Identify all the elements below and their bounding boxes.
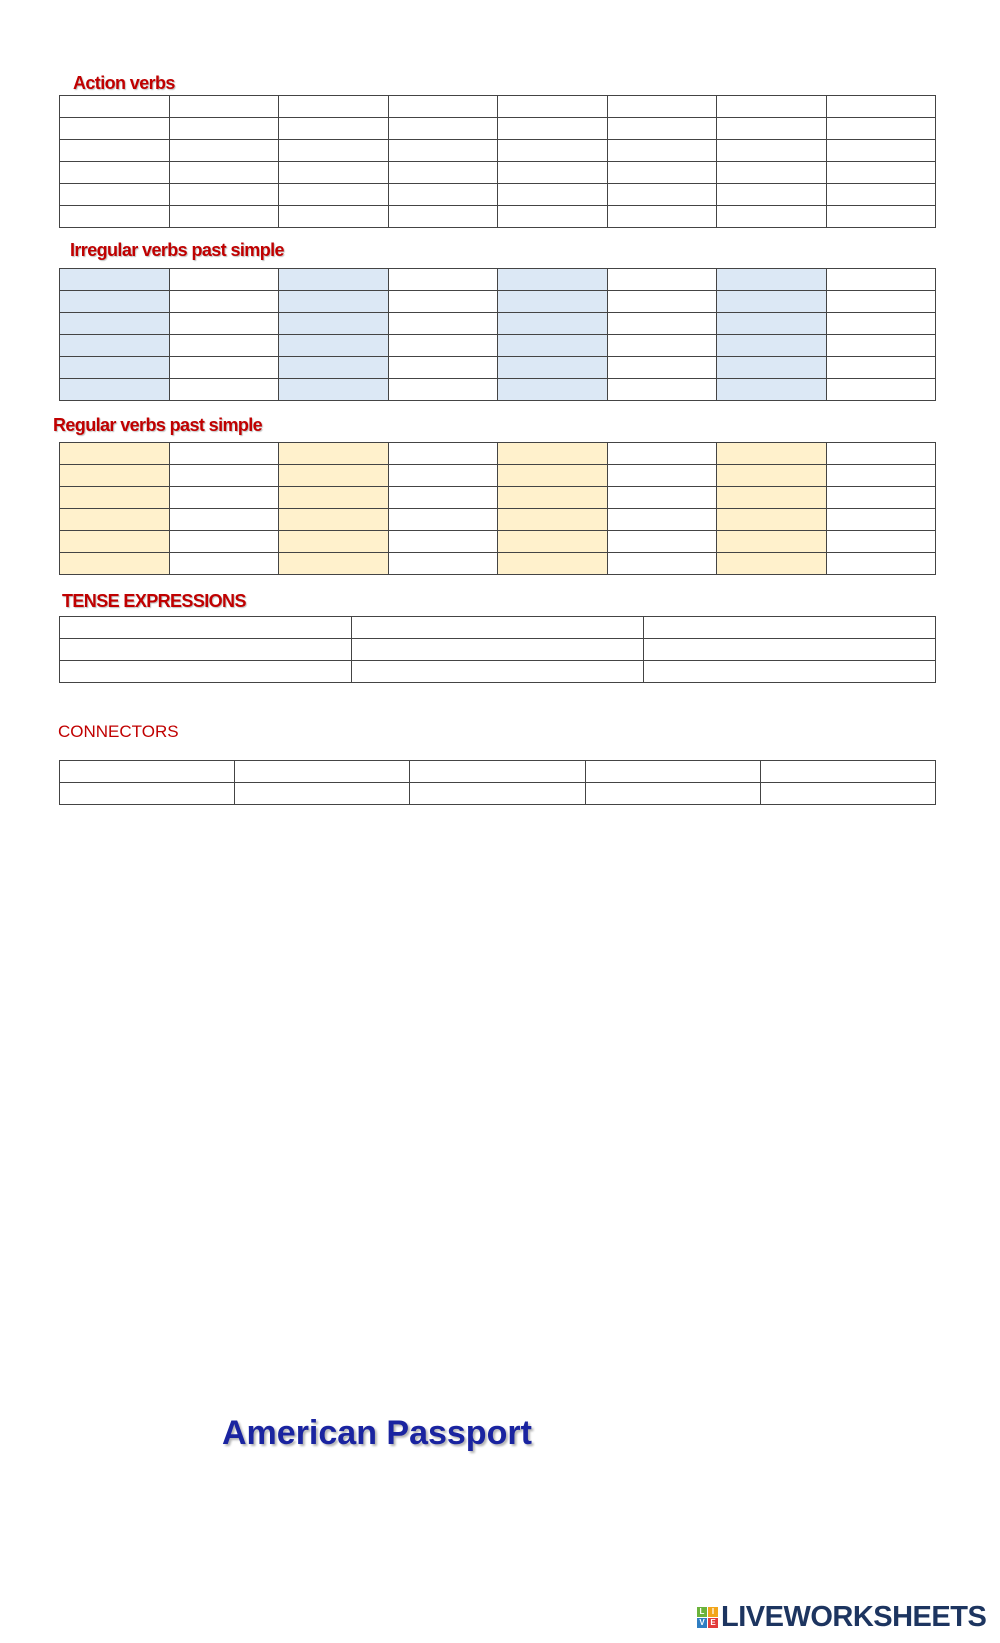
answer-cell[interactable]	[717, 357, 827, 379]
answer-cell[interactable]	[169, 291, 279, 313]
answer-cell[interactable]	[498, 140, 608, 162]
table-row	[60, 509, 936, 531]
action-verbs-table	[59, 95, 936, 228]
answer-cell[interactable]	[498, 487, 608, 509]
answer-cell[interactable]	[60, 162, 170, 184]
answer-cell[interactable]	[826, 553, 936, 575]
answer-cell[interactable]	[410, 761, 585, 783]
answer-cell[interactable]	[498, 96, 608, 118]
answer-cell[interactable]	[60, 118, 170, 140]
table-row	[60, 465, 936, 487]
answer-cell[interactable]	[498, 335, 608, 357]
answer-cell[interactable]	[388, 379, 498, 401]
answer-cell[interactable]	[826, 291, 936, 313]
answer-cell[interactable]	[498, 531, 608, 553]
answer-cell[interactable]	[279, 184, 389, 206]
answer-cell[interactable]	[279, 379, 389, 401]
table-row	[60, 639, 936, 661]
answer-cell[interactable]	[607, 335, 717, 357]
table-row	[60, 96, 936, 118]
answer-cell[interactable]	[279, 269, 389, 291]
answer-cell[interactable]	[717, 509, 827, 531]
table-row	[60, 443, 936, 465]
answer-cell[interactable]	[717, 206, 827, 228]
table-row	[60, 357, 936, 379]
regular-verbs-heading: Regular verbs past simple	[53, 415, 263, 435]
answer-cell[interactable]	[60, 443, 170, 465]
answer-cell[interactable]	[169, 465, 279, 487]
answer-cell[interactable]	[60, 206, 170, 228]
answer-cell[interactable]	[826, 162, 936, 184]
answer-cell[interactable]	[169, 553, 279, 575]
answer-cell[interactable]	[760, 783, 935, 805]
answer-cell[interactable]	[498, 184, 608, 206]
answer-cell[interactable]	[717, 465, 827, 487]
answer-cell[interactable]	[279, 96, 389, 118]
answer-cell[interactable]	[826, 269, 936, 291]
answer-cell[interactable]	[717, 313, 827, 335]
answer-cell[interactable]	[388, 269, 498, 291]
answer-cell[interactable]	[169, 269, 279, 291]
answer-cell[interactable]	[279, 118, 389, 140]
answer-cell[interactable]	[60, 783, 235, 805]
answer-cell[interactable]	[60, 531, 170, 553]
answer-cell[interactable]	[279, 140, 389, 162]
answer-cell[interactable]	[169, 335, 279, 357]
answer-cell[interactable]	[388, 335, 498, 357]
answer-cell[interactable]	[388, 162, 498, 184]
answer-cell[interactable]	[607, 162, 717, 184]
answer-cell[interactable]	[717, 553, 827, 575]
answer-cell[interactable]	[498, 162, 608, 184]
answer-cell[interactable]	[498, 206, 608, 228]
table-row	[60, 162, 936, 184]
table-row	[60, 379, 936, 401]
answer-cell[interactable]	[410, 783, 585, 805]
answer-cell[interactable]	[388, 553, 498, 575]
answer-cell[interactable]	[169, 313, 279, 335]
answer-cell[interactable]	[169, 509, 279, 531]
answer-cell[interactable]	[60, 313, 170, 335]
irregular-verbs-table	[59, 268, 936, 401]
answer-cell[interactable]	[717, 162, 827, 184]
answer-cell[interactable]	[826, 465, 936, 487]
answer-cell[interactable]	[388, 443, 498, 465]
answer-cell[interactable]	[607, 206, 717, 228]
answer-cell[interactable]	[826, 140, 936, 162]
answer-cell[interactable]	[279, 465, 389, 487]
answer-cell[interactable]	[388, 140, 498, 162]
table-row	[60, 291, 936, 313]
answer-cell[interactable]	[498, 291, 608, 313]
answer-cell[interactable]	[388, 184, 498, 206]
answer-cell[interactable]	[169, 379, 279, 401]
table-row	[60, 761, 936, 783]
answer-cell[interactable]	[717, 184, 827, 206]
answer-cell[interactable]	[826, 443, 936, 465]
table-row	[60, 140, 936, 162]
answer-cell[interactable]	[279, 509, 389, 531]
answer-cell[interactable]	[169, 357, 279, 379]
brand-name: LIVEWORKSHEETS	[721, 1600, 987, 1633]
answer-cell[interactable]	[60, 617, 352, 639]
answer-cell[interactable]	[826, 118, 936, 140]
answer-cell[interactable]	[607, 118, 717, 140]
action-verbs-heading: Action verbs	[73, 73, 175, 93]
answer-cell[interactable]	[60, 553, 170, 575]
answer-cell[interactable]	[60, 379, 170, 401]
answer-cell[interactable]	[388, 357, 498, 379]
answer-cell[interactable]	[352, 661, 644, 683]
answer-cell[interactable]	[498, 313, 608, 335]
tense-expressions-table	[59, 616, 936, 683]
answer-cell[interactable]	[607, 509, 717, 531]
answer-cell[interactable]	[60, 269, 170, 291]
answer-cell[interactable]	[169, 531, 279, 553]
tense-expressions-heading: TENSE EXPRESSIONS	[62, 591, 246, 611]
table-row	[60, 531, 936, 553]
answer-cell[interactable]	[60, 509, 170, 531]
answer-cell[interactable]	[60, 140, 170, 162]
liveworksheets-brand	[697, 1600, 986, 1634]
table-row	[60, 335, 936, 357]
answer-cell[interactable]	[644, 617, 936, 639]
answer-cell[interactable]	[388, 487, 498, 509]
answer-cell[interactable]	[607, 487, 717, 509]
table-row	[60, 118, 936, 140]
answer-cell[interactable]	[60, 335, 170, 357]
answer-cell[interactable]	[607, 465, 717, 487]
answer-cell[interactable]	[352, 617, 644, 639]
liveworksheets-logo-icon: L I V E	[697, 1607, 718, 1628]
answer-cell[interactable]	[279, 531, 389, 553]
answer-cell[interactable]	[60, 761, 235, 783]
answer-cell[interactable]	[826, 357, 936, 379]
answer-cell[interactable]	[60, 184, 170, 206]
table-row	[60, 553, 936, 575]
answer-cell[interactable]	[717, 487, 827, 509]
answer-cell[interactable]	[644, 639, 936, 661]
answer-cell[interactable]	[760, 761, 935, 783]
answer-cell[interactable]	[826, 335, 936, 357]
answer-cell[interactable]	[826, 487, 936, 509]
answer-cell[interactable]	[826, 206, 936, 228]
answer-cell[interactable]	[607, 443, 717, 465]
table-row	[60, 617, 936, 639]
table-row	[60, 487, 936, 509]
answer-cell[interactable]	[498, 357, 608, 379]
answer-cell[interactable]	[279, 443, 389, 465]
answer-cell[interactable]	[60, 487, 170, 509]
answer-cell[interactable]	[607, 531, 717, 553]
answer-cell[interactable]	[388, 96, 498, 118]
table-row	[60, 783, 936, 805]
answer-cell[interactable]	[717, 140, 827, 162]
answer-cell[interactable]	[585, 761, 760, 783]
table-row	[60, 206, 936, 228]
answer-cell[interactable]	[60, 639, 352, 661]
answer-cell[interactable]	[60, 96, 170, 118]
answer-cell[interactable]	[60, 291, 170, 313]
answer-cell[interactable]	[498, 379, 608, 401]
answer-cell[interactable]	[169, 206, 279, 228]
answer-cell[interactable]	[585, 783, 760, 805]
table-row	[60, 269, 936, 291]
table-row	[60, 313, 936, 335]
answer-cell[interactable]	[717, 96, 827, 118]
answer-cell[interactable]	[279, 357, 389, 379]
answer-cell[interactable]	[607, 313, 717, 335]
answer-cell[interactable]	[279, 313, 389, 335]
answer-cell[interactable]	[826, 509, 936, 531]
regular-verbs-table	[59, 442, 936, 575]
answer-cell[interactable]	[498, 553, 608, 575]
irregular-verbs-heading: Irregular verbs past simple	[70, 240, 284, 260]
answer-cell[interactable]	[169, 443, 279, 465]
answer-cell[interactable]	[60, 661, 352, 683]
answer-cell[interactable]	[169, 118, 279, 140]
answer-cell[interactable]	[352, 639, 644, 661]
answer-cell[interactable]	[388, 206, 498, 228]
answer-cell[interactable]	[826, 379, 936, 401]
answer-cell[interactable]	[717, 118, 827, 140]
answer-cell[interactable]	[644, 661, 936, 683]
answer-cell[interactable]	[607, 140, 717, 162]
answer-cell[interactable]	[279, 335, 389, 357]
answer-cell[interactable]	[279, 162, 389, 184]
answer-cell[interactable]	[388, 313, 498, 335]
answer-cell[interactable]	[60, 465, 170, 487]
answer-cell[interactable]	[279, 291, 389, 313]
table-row	[60, 661, 936, 683]
answer-cell[interactable]	[607, 357, 717, 379]
connectors-table	[59, 760, 936, 805]
answer-cell[interactable]	[388, 291, 498, 313]
answer-cell[interactable]	[279, 206, 389, 228]
answer-cell[interactable]	[498, 509, 608, 531]
answer-cell[interactable]	[717, 443, 827, 465]
answer-cell[interactable]	[388, 118, 498, 140]
answer-cell[interactable]	[169, 140, 279, 162]
answer-cell[interactable]	[388, 465, 498, 487]
answer-cell[interactable]	[169, 96, 279, 118]
answer-cell[interactable]	[388, 509, 498, 531]
answer-cell[interactable]	[607, 269, 717, 291]
answer-cell[interactable]	[607, 291, 717, 313]
answer-cell[interactable]	[717, 531, 827, 553]
answer-cell[interactable]	[279, 487, 389, 509]
table-row	[60, 184, 936, 206]
book-title: American Passport	[222, 1414, 532, 1452]
answer-cell[interactable]	[169, 162, 279, 184]
answer-cell[interactable]	[169, 487, 279, 509]
answer-cell[interactable]	[279, 553, 389, 575]
answer-cell[interactable]	[169, 184, 279, 206]
answer-cell[interactable]	[235, 761, 410, 783]
answer-cell[interactable]	[717, 379, 827, 401]
answer-cell[interactable]	[717, 335, 827, 357]
answer-cell[interactable]	[826, 184, 936, 206]
answer-cell[interactable]	[607, 553, 717, 575]
answer-cell[interactable]	[717, 291, 827, 313]
answer-cell[interactable]	[826, 96, 936, 118]
answer-cell[interactable]	[498, 118, 608, 140]
answer-cell[interactable]	[826, 313, 936, 335]
answer-cell[interactable]	[388, 531, 498, 553]
answer-cell[interactable]	[498, 465, 608, 487]
answer-cell[interactable]	[498, 443, 608, 465]
answer-cell[interactable]	[235, 783, 410, 805]
answer-cell[interactable]	[498, 269, 608, 291]
connectors-heading: CONNECTORS	[58, 722, 179, 741]
answer-cell[interactable]	[607, 96, 717, 118]
answer-cell[interactable]	[826, 531, 936, 553]
answer-cell[interactable]	[607, 379, 717, 401]
answer-cell[interactable]	[60, 357, 170, 379]
answer-cell[interactable]	[607, 184, 717, 206]
answer-cell[interactable]	[717, 269, 827, 291]
